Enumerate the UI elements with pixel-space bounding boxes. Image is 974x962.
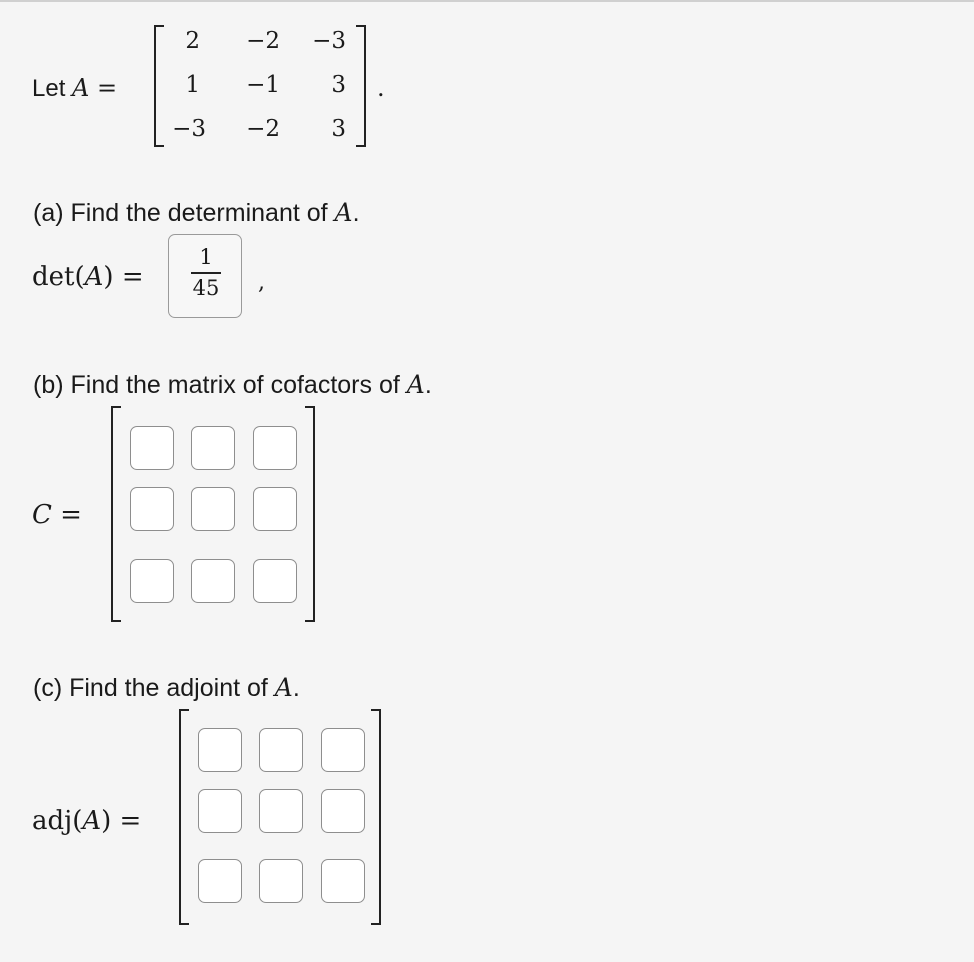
adjoint-input-2-2[interactable] (259, 789, 303, 833)
det-variable: A (84, 262, 104, 292)
matrix-a-cell-3-3: 3 (331, 116, 346, 142)
matrix-a-cell-1-2: −2 (246, 28, 280, 54)
cofactor-input-1-2[interactable] (191, 426, 235, 470)
part-a-period: . (352, 199, 360, 227)
matrix-a-cell-3-2: −2 (246, 116, 280, 142)
determinant-answer-field[interactable] (168, 234, 242, 318)
part-b-variable: A (406, 370, 425, 399)
part-c-period: . (292, 674, 300, 702)
det-function: det( (32, 262, 85, 292)
det-trailing-comma: , (258, 270, 265, 295)
matrix-a-cell-2-3: 3 (331, 72, 346, 98)
cofactor-input-2-3[interactable] (253, 487, 297, 531)
matrix-period: . (377, 74, 385, 102)
cofactor-input-3-2[interactable] (191, 559, 235, 603)
adjoint-input-1-2[interactable] (259, 728, 303, 772)
cofactor-input-3-1[interactable] (130, 559, 174, 603)
cofactor-equals: = (51, 500, 82, 530)
cofactor-input-1-1[interactable] (130, 426, 174, 470)
adjoint-input-1-1[interactable] (198, 728, 242, 772)
part-c-variable: A (274, 673, 293, 702)
adjoint-input-3-1[interactable] (198, 859, 242, 903)
part-b-period: . (424, 371, 432, 399)
fraction-numerator: 1 (199, 245, 213, 269)
adjoint-function: adj( (32, 806, 83, 836)
part-a-variable: A (334, 198, 353, 227)
cofactor-input-1-3[interactable] (253, 426, 297, 470)
part-c-prompt: (c) Find the adjoint of (33, 674, 275, 702)
adjoint-matrix (173, 707, 387, 927)
cofactor-matrix (105, 404, 321, 624)
determinant-answer-fraction (169, 245, 243, 300)
cofactor-label (32, 500, 82, 530)
part-a-prompt: (a) Find the determinant of (33, 199, 335, 227)
det-equals: ) = (103, 262, 144, 292)
matrix-definition-label (32, 74, 117, 103)
adjoint-label (32, 806, 141, 836)
adjoint-input-2-1[interactable] (198, 789, 242, 833)
part-b-heading (33, 370, 432, 400)
cofactor-input-2-2[interactable] (191, 487, 235, 531)
matrix-a-cell-1-1: 2 (185, 28, 200, 54)
adjoint-variable: A (82, 806, 102, 836)
part-a-heading (33, 198, 360, 228)
matrix-a-cell-3-1: −3 (172, 116, 206, 142)
adjoint-input-3-2[interactable] (259, 859, 303, 903)
matrix-variable: A (72, 74, 90, 102)
adjoint-equals: ) = (101, 806, 142, 836)
adjoint-input-3-3[interactable] (321, 859, 365, 903)
adjoint-input-1-3[interactable] (321, 728, 365, 772)
let-text: Let (32, 75, 73, 102)
matrix-a-cell-1-3: −3 (312, 28, 346, 54)
matrix-a (150, 22, 370, 150)
det-label (32, 262, 144, 292)
cofactor-input-3-3[interactable] (253, 559, 297, 603)
cofactor-input-2-1[interactable] (130, 487, 174, 531)
fraction-denominator: 45 (192, 275, 220, 300)
adjoint-input-2-3[interactable] (321, 789, 365, 833)
equals-sign: = (89, 74, 118, 102)
part-b-prompt: (b) Find the matrix of cofactors of (33, 371, 407, 399)
top-border (0, 0, 974, 2)
cofactor-variable: C (32, 500, 52, 530)
fraction-bar (191, 272, 221, 274)
matrix-a-cell-2-2: −1 (246, 72, 280, 98)
matrix-a-cell-2-1: 1 (185, 72, 200, 98)
part-c-heading (33, 673, 300, 703)
